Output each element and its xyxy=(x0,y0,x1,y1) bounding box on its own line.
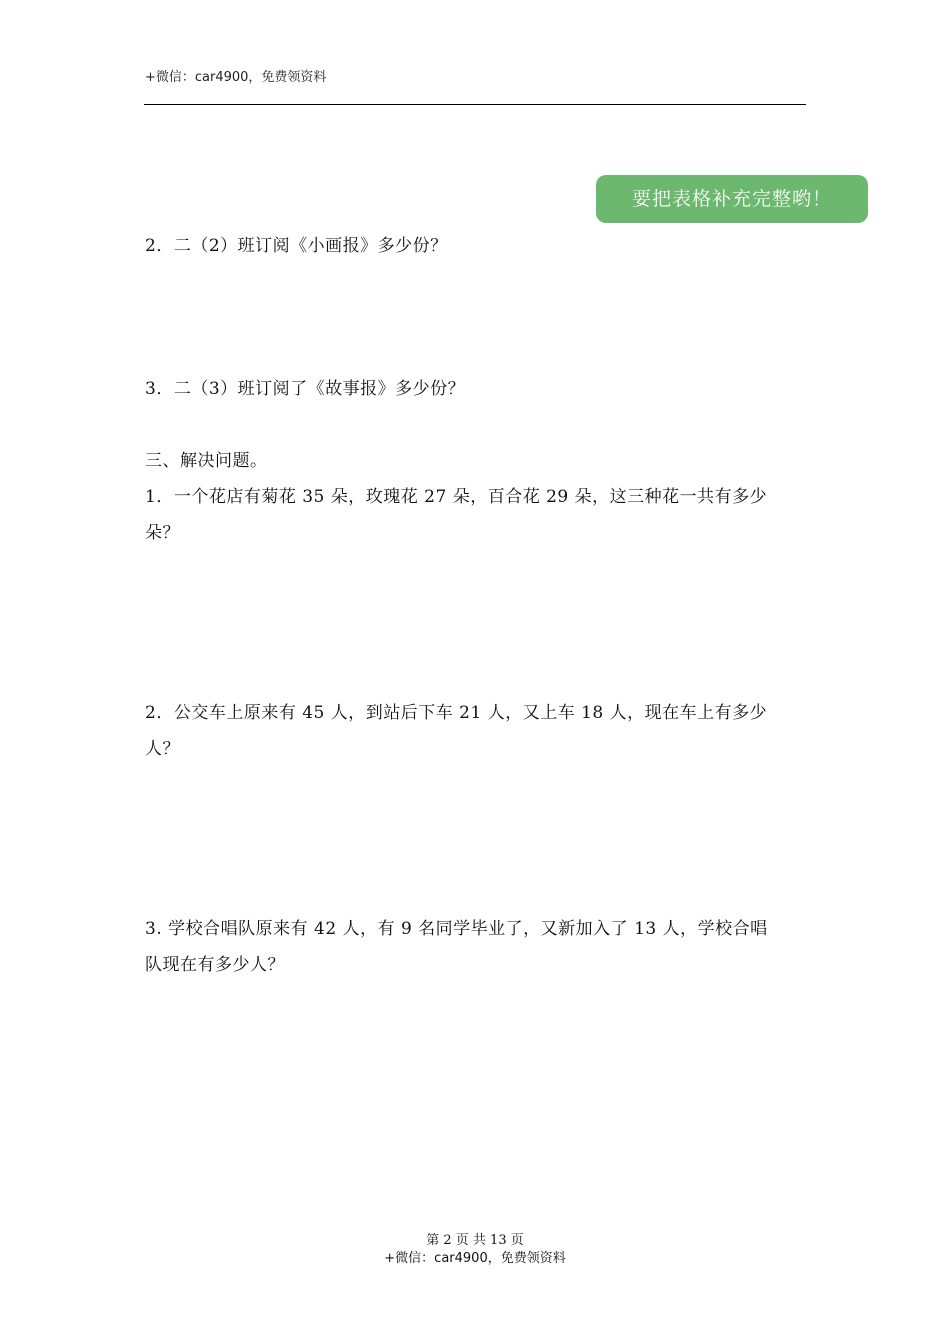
problem-3-line-2: 队现在有多少人？ xyxy=(145,955,285,975)
header-wechat-text: +微信：car4900，免费领资料 xyxy=(145,70,327,85)
question-2: 2．二（2）班订阅《小画报》多少份？ xyxy=(145,236,448,256)
section-title: 三、解决问题。 xyxy=(145,451,268,471)
footer-page-info: 第 2 页 共 13 页 xyxy=(426,1233,524,1248)
problem-2-line-1: 2．公交车上原来有 45 人，到站后下车 21 人，又上车 18 人，现在车上有多少 xyxy=(145,703,768,723)
question-3: 3．二（3）班订阅了《故事报》多少份？ xyxy=(145,379,466,399)
footer-wechat-text: +微信：car4900，免费领资料 xyxy=(384,1251,566,1266)
problem-1-line-2: 朵？ xyxy=(145,523,180,543)
speech-bubble: 要把表格补充完整哟！ xyxy=(596,175,868,223)
problem-3-line-1: 3. 学校合唱队原来有 42 人，有 9 名同学毕业了，又新加入了 13 人，学校合唱 xyxy=(145,919,768,939)
problem-2-line-2: 人？ xyxy=(145,739,180,759)
problem-1-line-1: 1．一个花店有菊花 35 朵，玫瑰花 27 朵，百合花 29 朵，这三种花一共有多少 xyxy=(145,487,768,507)
header-divider xyxy=(144,104,806,105)
